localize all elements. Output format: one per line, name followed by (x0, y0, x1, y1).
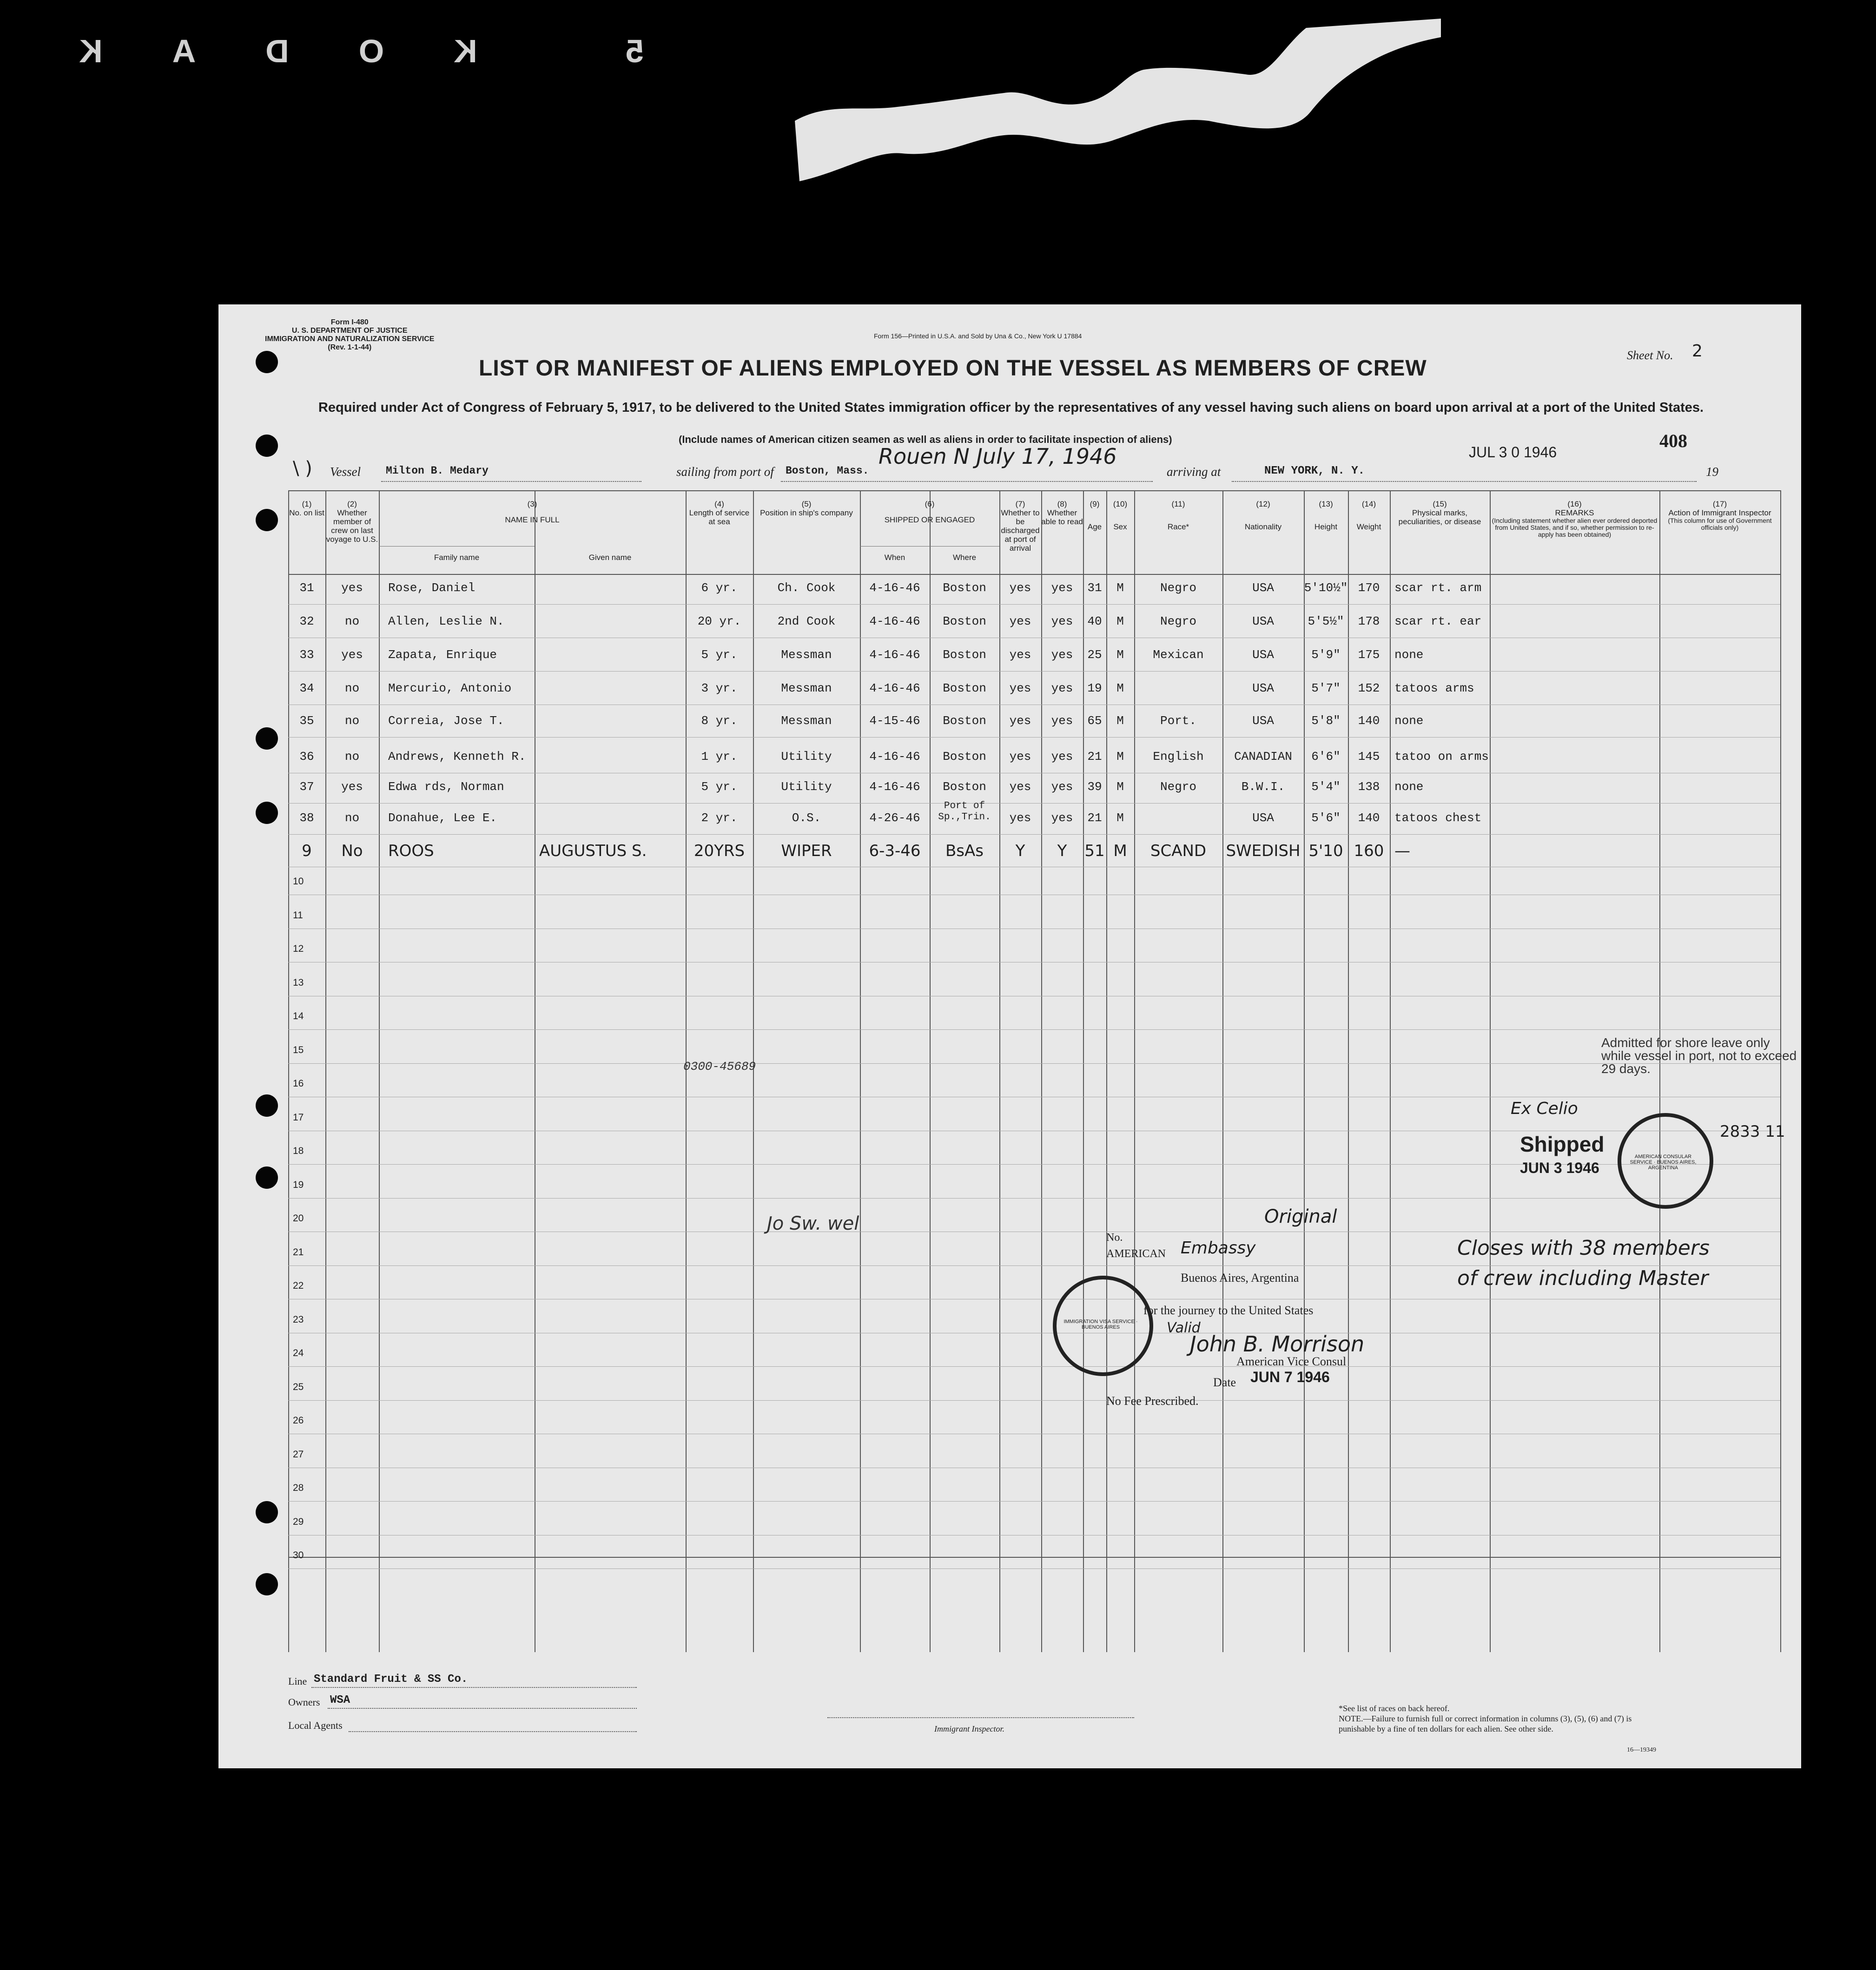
cell-nationality: SWEDISH (1226, 842, 1301, 860)
department-name: U. S. DEPARTMENT OF JUSTICE (291, 327, 408, 335)
cell-nationality: USA (1252, 811, 1274, 825)
roos-handwritten-note: Jo Sw. wel (767, 1213, 859, 1234)
cell-height: 5'4" (1311, 780, 1341, 794)
cell-no: 37 (299, 780, 314, 794)
col-header-family-name: Family name (434, 553, 480, 562)
cell-no: 34 (299, 681, 314, 695)
cell-discharged: yes (1009, 750, 1031, 764)
cell-race: Port. (1160, 714, 1196, 728)
col-header-16: (16) REMARKS (Including statement whether alien ever ordered deported from United States, and if so, whether permission to re-apply has been obtained) (1492, 500, 1658, 538)
cell-name: Rose, Daniel (388, 581, 476, 595)
row-rule (288, 604, 1780, 605)
col-header-10: (10) Sex (1113, 500, 1128, 531)
cell-position: Utility (781, 780, 832, 794)
cell-height: 5'8" (1311, 714, 1341, 728)
cell-position: O.S. (792, 811, 821, 825)
punch-hole (256, 1166, 278, 1189)
row-number: 20 (293, 1213, 304, 1224)
embassy-date-stamp: JUN 7 1946 (1250, 1369, 1330, 1385)
cell-race: SCAND (1150, 842, 1207, 860)
cell-height: 5'6" (1311, 811, 1341, 825)
cell-nationality: B.W.I. (1241, 780, 1285, 794)
cell-age: 39 (1087, 780, 1102, 794)
cell-nationality: USA (1252, 714, 1274, 728)
admitted-shore-leave-stamp: Admitted for shore leave only while vessel in port, not to exceed 29 days. (1601, 1035, 1797, 1076)
cell-discharged: yes (1009, 681, 1031, 695)
penalty-note: NOTE.—Failure to furnish full or correct information in columns (3), (5), (6) and (7) is punishable by a fine of ten dollars for each alien. See other side. (1339, 1714, 1632, 1733)
cell-no: 33 (299, 648, 314, 662)
cell-service: 20 yr. (697, 614, 741, 628)
cell-age: 51 (1084, 842, 1105, 860)
row-rule (288, 1265, 1780, 1266)
cell-name: Donahue, Lee E. (388, 811, 497, 825)
col-header-5: (5) Position in ship's company (760, 500, 853, 517)
cell-height: 5'10½" (1304, 581, 1348, 595)
shipped-date: JUN 3 1946 (1520, 1160, 1599, 1176)
cell-name: Zapata, Enrique (388, 648, 497, 662)
cell-when: 4-16-46 (869, 614, 920, 628)
cell-weight: 178 (1358, 614, 1380, 628)
cell-read: yes (1051, 714, 1073, 728)
cell-weight: 170 (1358, 581, 1380, 595)
col-header-8: (8) Whether able to read (1041, 500, 1083, 526)
arrival-date-stamp: JUL 3 0 1946 (1469, 444, 1557, 461)
row-number: 21 (293, 1246, 304, 1258)
cell-marks: tatoos arms (1394, 681, 1474, 695)
row-rule (288, 737, 1780, 738)
cell-no: 38 (299, 811, 314, 825)
col-header-4: (4) Length of service at sea (689, 500, 750, 526)
col-header-12: (12) Nationality (1244, 500, 1282, 531)
cell-no: 36 (299, 750, 314, 764)
cell-position: Ch. Cook (777, 581, 836, 595)
cell-discharged: Y (1015, 842, 1025, 860)
cell-race: English (1153, 750, 1204, 764)
cell-sex: M (1116, 780, 1124, 794)
cell-when: 4-16-46 (869, 750, 920, 764)
punch-hole (256, 1094, 278, 1117)
include-note: (Include names of American citizen seamen as well as aliens in order to facilitate inspection of aliens) (679, 434, 1172, 445)
cell-height: 5'10 (1308, 842, 1343, 860)
cell-when: 4-16-46 (869, 681, 920, 695)
shipped-stamp: Shipped (1520, 1132, 1605, 1156)
row-number: 26 (293, 1415, 304, 1426)
punch-hole (256, 509, 278, 531)
cell-marks: scar rt. arm (1394, 581, 1482, 595)
cell-weight: 138 (1358, 780, 1380, 794)
year-suffix: 19 (1706, 465, 1718, 479)
row-number: 12 (293, 943, 304, 954)
col-header-14: (14) Weight (1356, 500, 1381, 531)
inspector-label: Immigrant Inspector. (934, 1724, 1004, 1733)
row-number: 28 (293, 1482, 304, 1493)
cell-name: Andrews, Kenneth R. (388, 750, 526, 764)
cell-service: 1 yr. (701, 750, 738, 764)
row-number: 10 (293, 876, 304, 887)
cell-nationality: USA (1252, 681, 1274, 695)
embassy-original-hand: Original (1264, 1206, 1337, 1227)
punch-hole (256, 727, 278, 750)
sheet-number: 2 (1692, 342, 1703, 361)
cell-when: 4-16-46 (869, 648, 920, 662)
col-header-13: (13) Height (1314, 500, 1338, 531)
row-rule (288, 1198, 1780, 1199)
col-header-where: Where (952, 553, 977, 562)
consul-signature: John B. Morrison (1190, 1331, 1365, 1357)
cell-height: 5'9" (1311, 648, 1341, 662)
film-edge-marking: 5 KODAK (9, 33, 644, 69)
row-rule (288, 803, 1780, 804)
cell-marks: tatoos chest (1394, 811, 1482, 825)
embassy-journey: for the journey to the United States (1143, 1304, 1314, 1317)
cell-member: no (344, 811, 360, 825)
cell-service: 20YRS (694, 842, 745, 860)
cell-position: Messman (781, 714, 832, 728)
cell-weight: 140 (1358, 811, 1380, 825)
cell-when: 4-16-46 (869, 780, 920, 794)
cell-read: yes (1051, 648, 1073, 662)
cell-where: BsAs (945, 842, 984, 860)
cell-nationality: USA (1252, 581, 1274, 595)
sailing-label: sailing from port of (676, 465, 774, 479)
cell-no: 9 (302, 842, 312, 860)
row-number: 23 (293, 1314, 304, 1325)
cell-read: yes (1051, 811, 1073, 825)
col-header-2: (2) Whether member of crew on last voyage to U.S. (326, 500, 378, 544)
cell-name: ROOS (388, 842, 434, 860)
cell-name: Correia, Jose T. (388, 714, 504, 728)
col-header-9: (9) Age (1087, 500, 1102, 531)
cell-where: Boston (943, 581, 986, 595)
col-header-when: When (884, 553, 905, 562)
vessel-label: Vessel (330, 465, 361, 479)
embassy-valid: Valid (1167, 1320, 1201, 1336)
cell-where: Boston (943, 780, 986, 794)
sheet-stamp-number: 408 (1659, 430, 1687, 451)
andrews-extra-number: 0300-45689 (683, 1060, 756, 1074)
form-revision: (Rev. 1-1-44) (328, 343, 372, 351)
torn-paper-strip (790, 19, 1441, 186)
crew-table (288, 490, 1780, 1652)
cell-service: 3 yr. (701, 681, 738, 695)
cell-nationality: CANADIAN (1234, 750, 1292, 764)
line-value: Standard Fruit & SS Co. (314, 1673, 468, 1686)
row-rule (288, 1400, 1780, 1401)
owners-label: Owners (288, 1696, 320, 1708)
cell-race: Negro (1160, 614, 1196, 628)
row-rule (288, 1029, 1780, 1030)
cell-age: 21 (1087, 750, 1102, 764)
cell-read: Y (1057, 842, 1067, 860)
cell-no: 35 (299, 714, 314, 728)
row-number: 14 (293, 1011, 304, 1021)
service-name: IMMIGRATION AND NATURALIZATION SERVICE (265, 335, 435, 343)
celio-number: 2833 11 (1720, 1122, 1785, 1141)
cell-name: Allen, Leslie N. (388, 614, 504, 628)
cell-where: Port of Sp.,Trin. (938, 801, 991, 823)
cell-weight: 140 (1358, 714, 1380, 728)
cell-no: 32 (299, 614, 314, 628)
cell-nationality: USA (1252, 648, 1274, 662)
row-number: 27 (293, 1449, 304, 1460)
consular-service-seal (1618, 1113, 1713, 1209)
print-code: 16—19349 (1627, 1746, 1656, 1753)
col-header-1: (1) No. on list (289, 500, 324, 517)
row-rule (288, 671, 1780, 672)
row-rule (288, 1568, 1780, 1569)
row-number: 19 (293, 1179, 304, 1190)
cell-member: no (344, 750, 360, 764)
row-number: 15 (293, 1044, 304, 1055)
closes-note-line-2: of crew including Master (1457, 1266, 1709, 1290)
crew-manifest-sheet (218, 304, 1801, 1768)
cell-height: 5'5½" (1308, 614, 1344, 628)
cell-name: Mercurio, Antonio (388, 681, 512, 695)
row-rule (288, 1063, 1780, 1064)
row-number: 29 (293, 1516, 304, 1527)
races-note: *See list of races on back hereof. (1339, 1704, 1450, 1713)
sailing-port: Boston, Mass. (786, 465, 869, 477)
row-number: 16 (293, 1078, 304, 1089)
cell-read: yes (1051, 750, 1073, 764)
cell-member: no (344, 714, 360, 728)
cell-nationality: USA (1252, 614, 1274, 628)
cell-race: Negro (1160, 780, 1196, 794)
cell-member: no (344, 681, 360, 695)
cell-age: 31 (1087, 581, 1102, 595)
cell-sex: M (1116, 681, 1124, 695)
cell-sex: M (1116, 614, 1124, 628)
cell-where: Boston (943, 750, 986, 764)
cell-weight: 160 (1354, 842, 1384, 860)
embassy-hand: Embassy (1181, 1239, 1256, 1258)
col-header-3: (3) NAME IN FULL (505, 500, 560, 524)
line-label: Line (288, 1675, 307, 1687)
cell-position: Messman (781, 681, 832, 695)
cell-race: Negro (1160, 581, 1196, 595)
cell-marks: scar rt. ear (1394, 614, 1482, 628)
vessel-name: Milton B. Medary (386, 465, 489, 477)
embassy-city: Buenos Aires, Argentina (1181, 1271, 1299, 1285)
cell-when: 6-3-46 (869, 842, 921, 860)
cell-age: 21 (1087, 811, 1102, 825)
cell-sex: M (1113, 842, 1127, 860)
row-rule (288, 1366, 1780, 1367)
cell-discharged: yes (1009, 780, 1031, 794)
col-header-11: (11) Race* (1167, 500, 1189, 531)
col-header-given-name: Given name (588, 553, 632, 562)
cell-where: Boston (943, 648, 986, 662)
cell-sex: M (1116, 714, 1124, 728)
handwritten-date: Rouen N July 17, 1946 (879, 444, 1117, 469)
cell-member: no (344, 614, 360, 628)
visa-service-seal (1053, 1276, 1153, 1376)
cell-member: No (341, 842, 363, 860)
closes-note-line-1: Closes with 38 members (1457, 1236, 1710, 1260)
form-identifier (265, 318, 434, 352)
visa-seal-text: IMMIGRATION VISA SERVICE · BUENOS AIRES (1064, 1319, 1138, 1330)
punch-hole (256, 1573, 278, 1595)
arriving-port: NEW YORK, N. Y. (1264, 465, 1365, 477)
cell-sex: M (1116, 648, 1124, 662)
cell-marks: tatoo on arms (1394, 750, 1489, 764)
embassy-american: AMERICAN (1106, 1248, 1166, 1260)
cell-name: Edwa rds, Norman (388, 780, 504, 794)
punch-hole (256, 351, 278, 373)
cell-member: yes (341, 648, 363, 662)
cell-discharged: yes (1009, 811, 1031, 825)
agents-label: Local Agents (288, 1720, 343, 1731)
cell-service: 5 yr. (701, 780, 738, 794)
cell-weight: 175 (1358, 648, 1380, 662)
col-header-17: (17) Action of Immigrant Inspector (This column for use of Government officials only) (1668, 500, 1772, 531)
cell-when: 4-16-46 (869, 581, 920, 595)
row-number: 24 (293, 1348, 304, 1358)
cell-given: AUGUSTUS S. (539, 842, 647, 860)
cell-marks: none (1394, 714, 1424, 728)
punch-hole (256, 435, 278, 457)
cell-member: yes (341, 780, 363, 794)
requirement-text: Required under Act of Congress of February 5, 1917, to be delivered to the United States immigration officer by the representatives of any vessel having such aliens on board upon arrival at a port of the United States. (318, 400, 1704, 415)
cell-discharged: yes (1009, 581, 1031, 595)
row-rule (288, 834, 1780, 835)
punch-hole (256, 802, 278, 824)
embassy-date-label: Date (1213, 1376, 1236, 1389)
punch-hole (256, 1501, 278, 1523)
cell-sex: M (1116, 581, 1124, 595)
arriving-label: arriving at (1167, 465, 1221, 479)
cell-when: 4-26-46 (869, 811, 920, 825)
cell-marks: none (1394, 780, 1424, 794)
cell-where: Boston (943, 714, 986, 728)
cell-where: Boston (943, 681, 986, 695)
cell-height: 6'6" (1311, 750, 1341, 764)
cell-member: yes (341, 581, 363, 595)
cell-discharged: yes (1009, 714, 1031, 728)
consular-seal-text: AMERICAN CONSULAR SERVICE · BUENOS AIRES, ARGENTINA (1630, 1154, 1697, 1171)
ex-celio-mark: Ex Celio (1511, 1099, 1578, 1118)
row-number: 25 (293, 1381, 304, 1392)
cell-age: 40 (1087, 614, 1102, 628)
prefix-mark: \ ) (293, 458, 312, 479)
cell-position: 2nd Cook (777, 614, 836, 628)
cell-read: yes (1051, 581, 1073, 595)
cell-age: 25 (1087, 648, 1102, 662)
no-fee-text: No Fee Prescribed. (1106, 1394, 1199, 1408)
sheet-label: Sheet No. (1627, 349, 1673, 362)
cell-read: yes (1051, 681, 1073, 695)
cell-read: yes (1051, 614, 1073, 628)
row-number: 30 (293, 1550, 304, 1561)
row-number: 17 (293, 1112, 304, 1123)
cell-age: 65 (1087, 714, 1102, 728)
cell-discharged: yes (1009, 614, 1031, 628)
cell-no: 31 (299, 581, 314, 595)
row-number: 18 (293, 1146, 304, 1156)
cell-service: 8 yr. (701, 714, 738, 728)
cell-height: 5'7" (1311, 681, 1341, 695)
owners-value: WSA (330, 1694, 350, 1706)
cell-service: 2 yr. (701, 811, 738, 825)
printer-line: Form 156—Printed in U.S.A. and Sold by Una & Co., New York U 17884 (874, 332, 1082, 340)
consul-title: American Vice Consul (1236, 1355, 1347, 1368)
row-rule (288, 1501, 1780, 1502)
cell-position: Messman (781, 648, 832, 662)
cell-position: Utility (781, 750, 832, 764)
manifest-title: LIST OR MANIFEST OF ALIENS EMPLOYED ON THE VESSEL AS MEMBERS OF CREW (479, 356, 1427, 381)
row-number: 11 (293, 909, 303, 921)
col-header-15: (15) Physical marks, peculiarities, or disease (1398, 500, 1481, 526)
col-header-6: (6) SHIPPED OR ENGAGED (884, 500, 975, 524)
col-header-7: (7) Whether to be discharged at port of arrival (1001, 500, 1040, 553)
cell-weight: 145 (1358, 750, 1380, 764)
form-number: Form I-480 (330, 318, 369, 326)
cell-marks: — (1394, 842, 1410, 860)
cell-where: Boston (943, 614, 986, 628)
cell-read: yes (1051, 780, 1073, 794)
cell-weight: 152 (1358, 681, 1380, 695)
embassy-no-label: No. (1106, 1232, 1123, 1244)
cell-discharged: yes (1009, 648, 1031, 662)
cell-service: 6 yr. (701, 581, 738, 595)
cell-service: 5 yr. (701, 648, 738, 662)
cell-race: Mexican (1153, 648, 1204, 662)
row-number: 22 (293, 1280, 304, 1291)
cell-sex: M (1116, 811, 1124, 825)
cell-age: 19 (1087, 681, 1102, 695)
cell-marks: none (1394, 648, 1424, 662)
cell-position: WIPER (781, 842, 832, 860)
row-number: 13 (293, 977, 304, 988)
cell-sex: M (1116, 750, 1124, 764)
cell-when: 4-15-46 (869, 714, 920, 728)
